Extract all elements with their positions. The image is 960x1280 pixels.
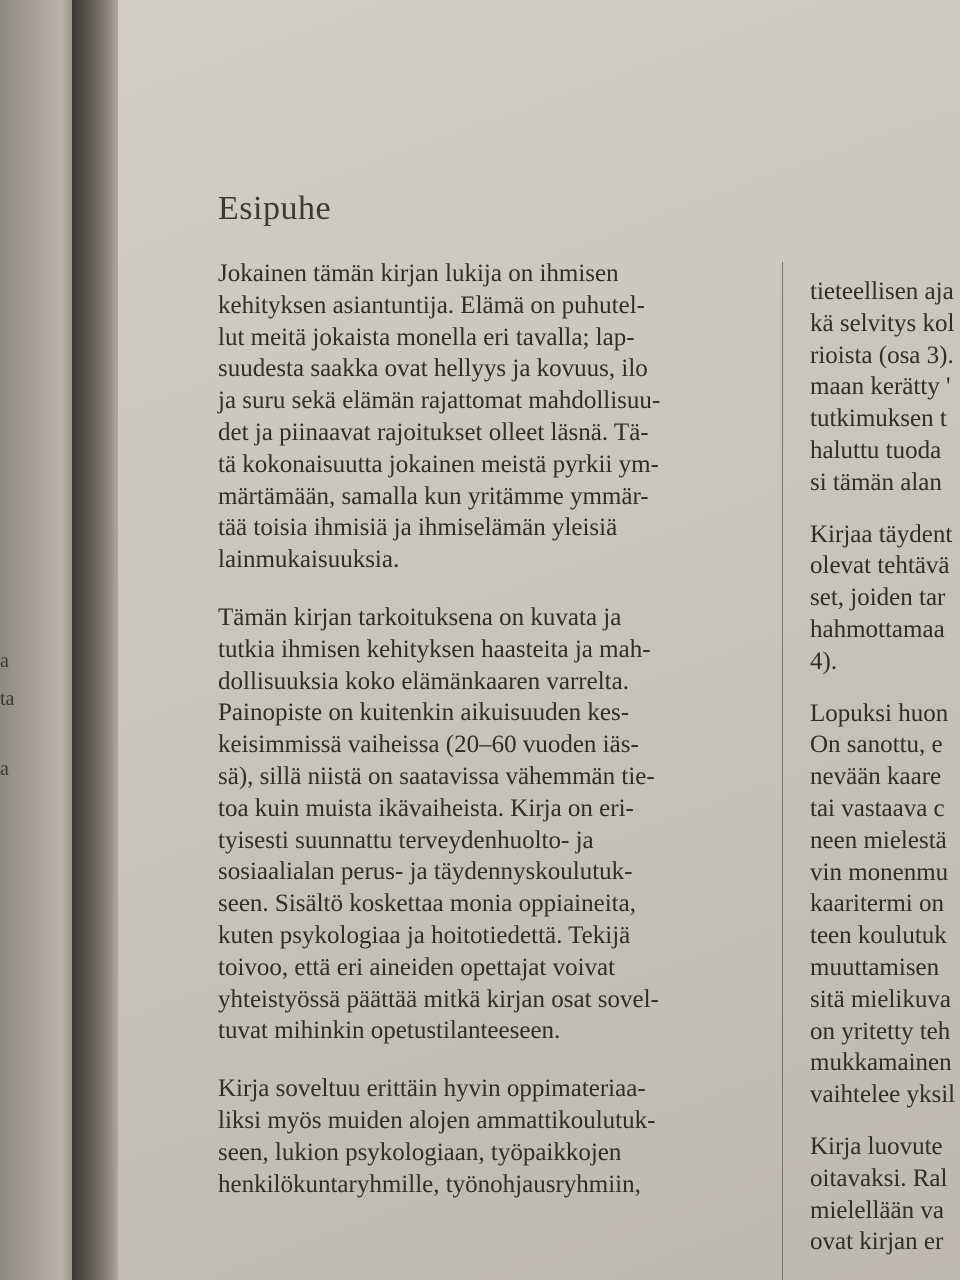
- text-line: rioista (osa 3).: [810, 341, 954, 369]
- text-line: Lopuksi huon: [810, 699, 949, 727]
- text-line: tai vastaava c: [810, 794, 945, 822]
- text-line: on yritetty teh: [810, 1017, 951, 1045]
- text-line: ovat kirjan er: [810, 1228, 944, 1256]
- page-title: Esipuhe: [218, 190, 332, 227]
- paragraph: [810, 276, 960, 499]
- text-line: tä kokonaisuutta jokainen meistä pyrkii ym-: [218, 450, 659, 478]
- paragraph: [218, 258, 778, 576]
- paragraph: [218, 602, 778, 1047]
- text-line: hahmottamaa: [810, 615, 945, 643]
- text-line: vin monenmu: [810, 858, 949, 886]
- text-line: yhteistyössä päättää mitkä kirjan osat sovel-: [218, 985, 659, 1013]
- text-line: mukkamainen: [810, 1049, 952, 1077]
- text-line: lut meitä jokaista monella eri tavalla; lap-: [218, 323, 635, 351]
- text-line: muuttamisen: [810, 953, 940, 981]
- text-line: liksi myös muiden alojen ammattikoulutuk-: [218, 1106, 656, 1134]
- text-line: sä), sillä niistä on saatavissa vähemmän tie-: [218, 762, 655, 790]
- text-line: Tämän kirjan tarkoituksena on kuvata ja: [218, 603, 622, 631]
- text-line: suudesta saakka ovat hellyys ja kovuus, ilo: [218, 355, 648, 383]
- text-line: neen mielestä: [810, 826, 947, 854]
- text-line: det ja piinaavat rajoitukset olleet läsnä. Tä-: [218, 418, 649, 446]
- text-line: märtämään, samalla kun yritämme ymmär-: [218, 482, 649, 510]
- text-line: tää toisia ihmisiä ja ihmiselämän yleisiä: [218, 514, 618, 542]
- text-line: keisimmissä vaiheissa (20–60 vuoden iäs-: [218, 731, 639, 759]
- text-line: si tämän alan: [810, 468, 942, 496]
- text-line: haluttu tuoda: [810, 436, 942, 464]
- text-line: tyisesti suunnattu terveydenhuolto- ja: [218, 826, 594, 854]
- text-line: kehityksen asiantuntija. Elämä on puhutel-: [218, 291, 645, 319]
- text-line: olevat tehtävä: [810, 552, 950, 580]
- text-line: tutkimuksen t: [810, 405, 947, 433]
- right-text-column: [810, 276, 960, 1278]
- text-line: nevään kaare: [810, 763, 942, 791]
- text-line: maan kerätty ': [810, 373, 951, 401]
- text-line: vaihtelee yksil: [810, 1081, 956, 1109]
- text-line: sosiaalialan perus- ja täydennyskoulutuk-: [218, 858, 633, 886]
- text-line: tuvat mihinkin opetustilanteeseen.: [218, 1017, 561, 1045]
- text-line: Kirja soveltuu erittäin hyvin oppimateriaa-: [218, 1075, 646, 1103]
- text-line: 4).: [810, 647, 838, 675]
- book-page: [118, 0, 960, 1280]
- text-line: Jokainen tämän kirjan lukija on ihmisen: [218, 260, 619, 287]
- facing-page-edge: [0, 0, 72, 1280]
- facing-page-fragment: ta: [0, 688, 15, 710]
- text-line: sitä mielikuva: [810, 985, 951, 1013]
- text-line: oitavaksi. Ral: [810, 1164, 948, 1192]
- text-line: Kirjaa täydent: [810, 520, 953, 548]
- text-line: On sanottu, e: [810, 731, 943, 759]
- facing-page-fragment: a: [0, 758, 9, 780]
- left-text-column: [218, 258, 778, 1226]
- text-line: toa kuin muista ikävaiheista. Kirja on eri-: [218, 794, 634, 822]
- text-line: tutkia ihmisen kehityksen haasteita ja mah-: [218, 635, 651, 663]
- text-line: mielellään va: [810, 1196, 944, 1224]
- paragraph: [810, 698, 960, 1111]
- column-divider: [782, 262, 783, 1280]
- text-line: ja suru sekä elämän rajattomat mahdollisuu-: [218, 387, 661, 415]
- facing-page-fragment: a: [0, 650, 9, 672]
- text-line: kä selvitys kol: [810, 309, 955, 337]
- text-line: kuten psykologiaa ja hoitotiedettä. Tekijä: [218, 921, 631, 949]
- book-gutter: [72, 0, 120, 1280]
- text-line: Painopiste on kuitenkin aikuisuuden kes-: [218, 699, 630, 727]
- paragraph: [810, 1131, 960, 1258]
- paragraph: [810, 519, 960, 678]
- text-line: toivoo, että eri aineiden opettajat voivat: [218, 953, 616, 981]
- text-line: dollisuuksia koko elämänkaaren varrelta.: [218, 667, 629, 695]
- text-line: tieteellisen aja: [810, 278, 954, 305]
- text-line: Kirja luovute: [810, 1132, 943, 1160]
- text-line: teen koulutuk: [810, 922, 947, 950]
- text-line: seen, lukion psykologiaan, työpaikkojen: [218, 1138, 622, 1166]
- text-line: kaaritermi on: [810, 890, 944, 918]
- paragraph: [218, 1073, 778, 1200]
- text-line: lainmukaisuuksia.: [218, 546, 400, 574]
- text-line: seen. Sisältö koskettaa monia oppiaineita,: [218, 890, 636, 918]
- text-line: henkilökuntaryhmille, työnohjausryhmiin,: [218, 1170, 641, 1198]
- text-line: set, joiden tar: [810, 584, 946, 612]
